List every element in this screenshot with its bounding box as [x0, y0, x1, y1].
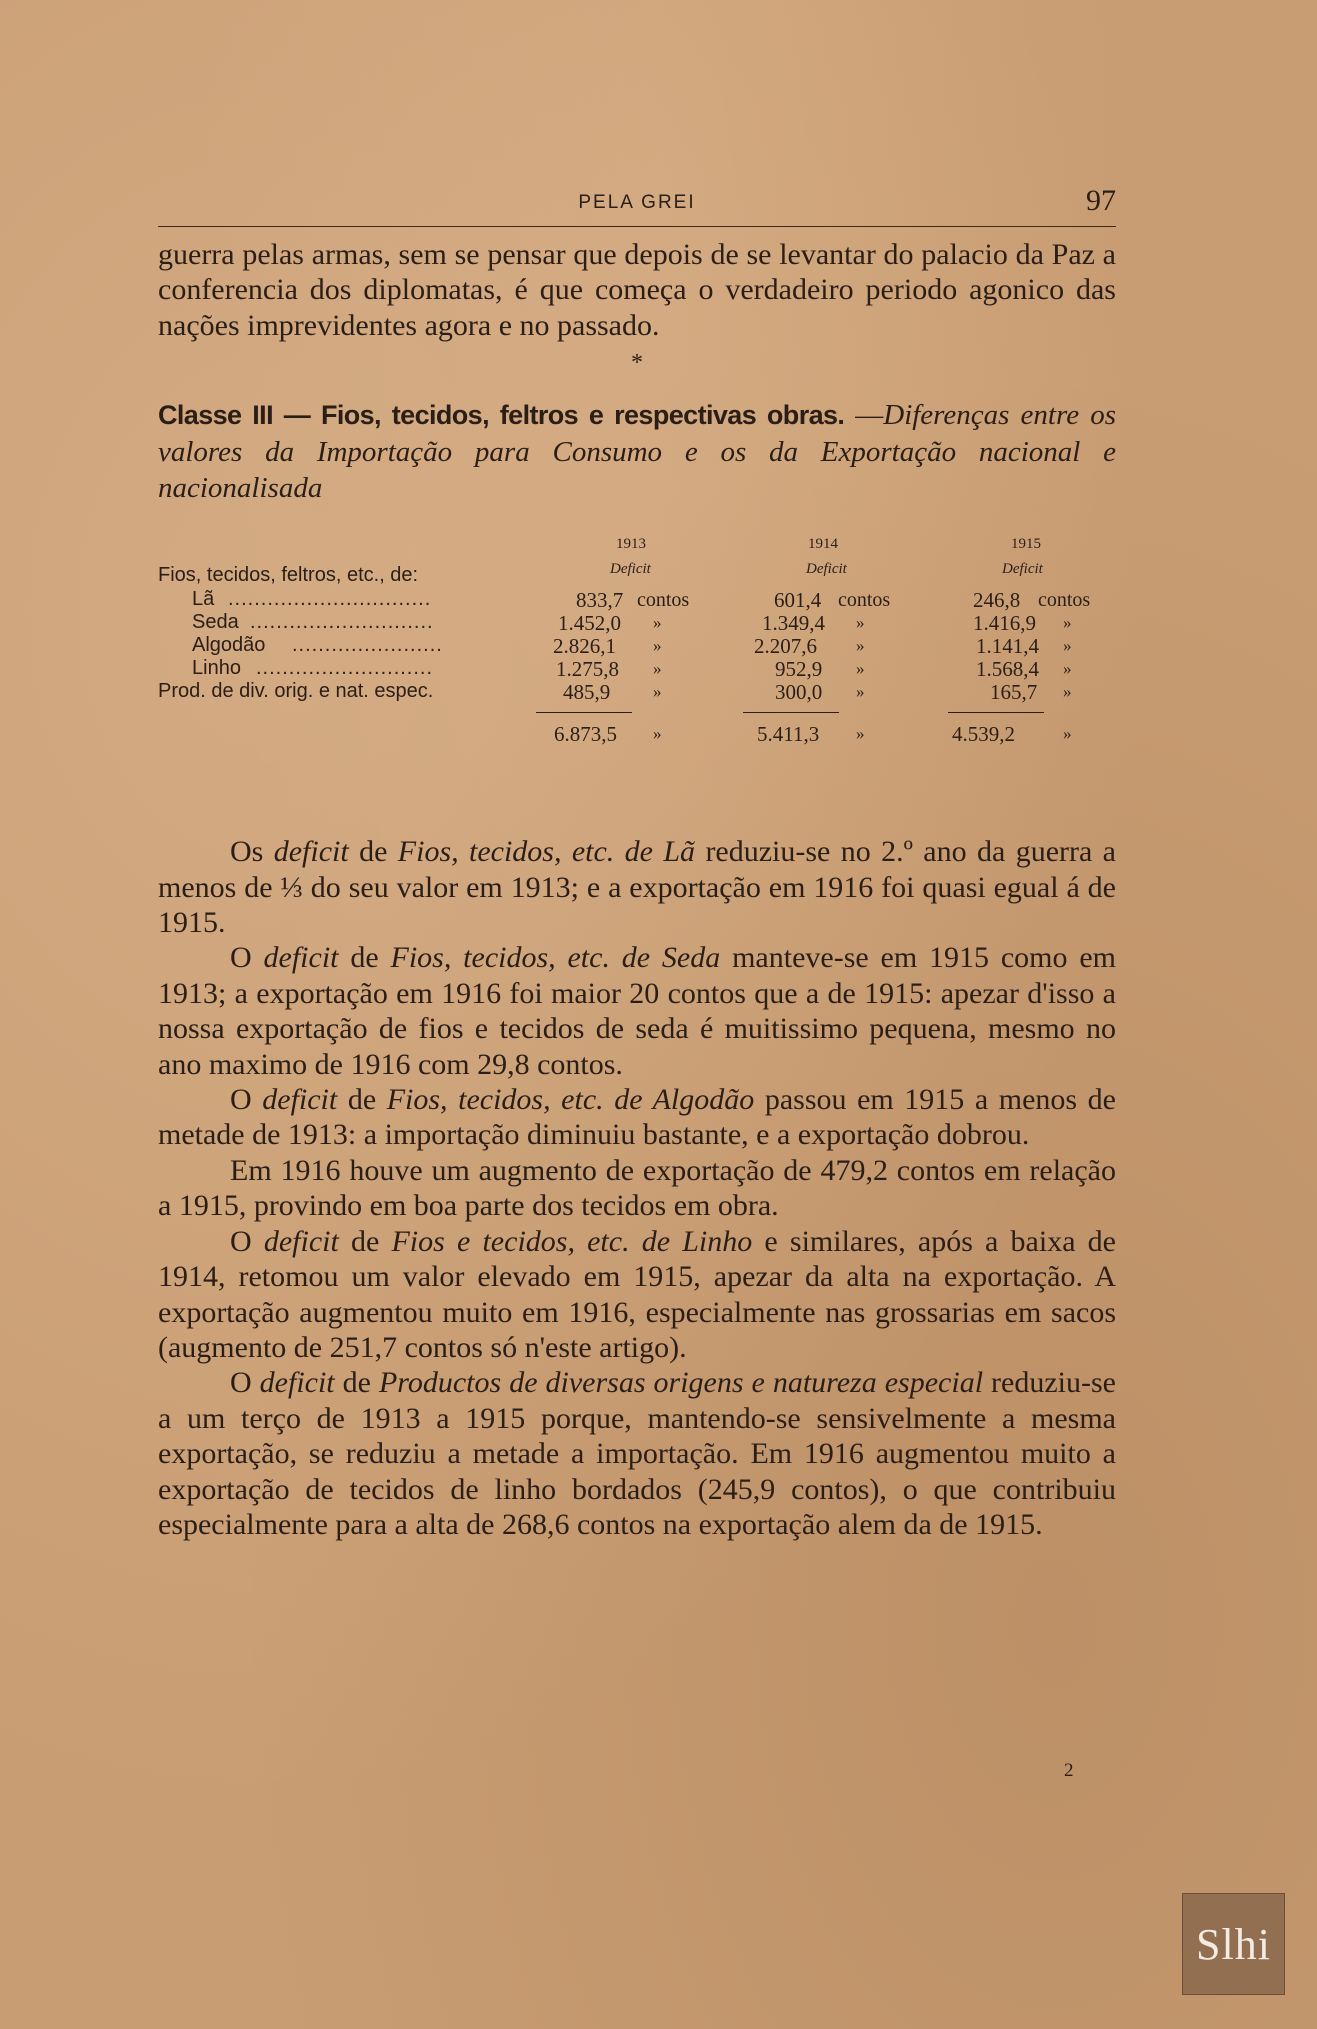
- value-linho-1915: 1.568,4: [976, 657, 1039, 682]
- ditto-prod-1915: »: [1063, 682, 1072, 702]
- text-run: passou em 1915 a menos de metade de 1913: a importação diminuiu bastante, e a exportação dobrou.: [158, 1083, 1116, 1152]
- deficit-table: [158, 536, 1116, 806]
- paragraph-algodao: [158, 1082, 1116, 1153]
- value-la-1915: 246,8: [973, 588, 1021, 613]
- section-asterisk: *: [631, 350, 643, 377]
- section-heading: [158, 397, 1116, 506]
- text-run: de: [337, 1083, 387, 1117]
- year-1914: 1914: [808, 536, 838, 553]
- text-run: de: [338, 941, 391, 975]
- unit-la-1913: contos: [637, 589, 690, 612]
- ditto-prod-1914: »: [856, 682, 865, 702]
- paragraph-productos: [158, 1365, 1116, 1542]
- deficit-heading-1913: Deficit: [610, 561, 651, 578]
- section-title: Classe III — Fios, tecidos, feltros e respectivas obras.: [158, 400, 845, 431]
- text-run-italic: Fios, tecidos, etc. de Lã: [397, 835, 696, 869]
- ditto-prod-1913: »: [653, 682, 662, 702]
- paragraph-la: [158, 834, 1116, 940]
- paragraph-linho: [158, 1224, 1116, 1366]
- year-1913: 1913: [616, 536, 646, 553]
- row-label-la: Lã: [192, 588, 215, 611]
- section-separator: —: [844, 400, 884, 432]
- ditto-total-1914: »: [856, 724, 865, 744]
- text-run-italic: deficit: [273, 835, 349, 869]
- group-label: Fios, tecidos, feltros, etc., de:: [158, 564, 419, 587]
- value-linho-1914: 952,9: [775, 657, 823, 682]
- signature-mark: 2: [1064, 1760, 1074, 1781]
- value-prod-1915: 165,7: [990, 680, 1038, 705]
- value-seda-1913: 1.452,0: [558, 611, 621, 636]
- value-prod-1914: 300,0: [775, 680, 823, 705]
- paragraph-exportacao-1916: [158, 1153, 1116, 1224]
- sum-rule-1915: [948, 712, 1044, 713]
- page: [158, 180, 1116, 1542]
- text-run-italic: Productos de diversas origens e natureza especial: [378, 1366, 984, 1400]
- text-run: de: [348, 835, 398, 869]
- unit-la-1914: contos: [838, 589, 891, 612]
- text-run: O: [230, 1083, 263, 1117]
- running-head: PELA GREI: [578, 192, 696, 213]
- row-dots: ............................: [250, 611, 434, 634]
- text-run-italic: deficit: [259, 1366, 335, 1400]
- ditto-algodao-1914: »: [856, 636, 865, 656]
- page-number: 97: [1086, 184, 1116, 217]
- intro-paragraph: guerra pelas armas, sem se pensar que depois de se levantar do palacio da Paz a conferencia dos diplomatas, é que começa o verdadeiro periodo agonico das nações imprevidentes agora e no passado.: [158, 238, 1116, 342]
- section-subtitle: Diferenças entre os valores da Importação para Consumo e os da Exportação nacional e nacionalisada: [158, 399, 1117, 505]
- library-logo: [1182, 1893, 1285, 1995]
- value-algodao-1915: 1.141,4: [976, 634, 1039, 659]
- ditto-algodao-1915: »: [1063, 636, 1072, 656]
- text-run: Em 1916 houve um augmento de exportação de 479,2 contos em relação a 1915, provindo em boa parte dos tecidos em obra.: [158, 1153, 1116, 1223]
- text-run: de: [334, 1366, 379, 1400]
- ditto-linho-1914: »: [856, 659, 865, 679]
- text-run: reduziu-se a um terço de 1913 a 1915 porque, mantendo-se sensivelmente a mesma exportação, se reduziu a metade a importação. Em 1916 augmentou muito a exportação de tecidos de linho bordados (245,9 contos), o que contribuiu especialmente para a alta de 268,6 contos na exportação alem da de 1915.: [158, 1366, 1116, 1541]
- total-1914: 5.411,3: [757, 722, 820, 747]
- value-la-1914: 601,4: [774, 588, 822, 613]
- ditto-algodao-1913: »: [653, 636, 662, 656]
- text-run-italic: deficit: [263, 941, 339, 975]
- ditto-linho-1913: »: [653, 659, 662, 679]
- ditto-seda-1913: »: [653, 613, 662, 633]
- value-linho-1913: 1.275,8: [556, 657, 619, 682]
- year-1915: 1915: [1011, 536, 1041, 553]
- value-la-1913: 833,7: [576, 588, 624, 613]
- row-label-prod: Prod. de div. orig. e nat. espec.: [158, 680, 434, 703]
- total-1913: 6.873,5: [554, 722, 617, 747]
- page-header: [158, 180, 1116, 227]
- total-1915: 4.539,2: [952, 722, 1015, 747]
- row-dots: ...........................: [256, 657, 434, 680]
- ditto-total-1913: »: [653, 724, 662, 744]
- paragraph-seda: [158, 940, 1116, 1082]
- ditto-seda-1915: »: [1063, 613, 1072, 633]
- value-algodao-1913: 2.826,1: [553, 634, 616, 659]
- text-run-italic: Fios, tecidos, etc. de Seda: [390, 941, 721, 975]
- sum-rule-1913: [536, 712, 632, 713]
- row-label-linho: Linho: [192, 657, 241, 680]
- value-seda-1914: 1.349,4: [762, 611, 825, 636]
- text-run: O: [230, 1224, 264, 1258]
- row-dots: .......................: [292, 634, 443, 657]
- row-dots: ...............................: [228, 588, 432, 611]
- text-run-italic: deficit: [263, 1224, 339, 1258]
- unit-la-1915: contos: [1038, 589, 1091, 612]
- text-run-italic: deficit: [262, 1083, 338, 1117]
- value-algodao-1914: 2.207,6: [754, 634, 817, 659]
- text-run: de: [338, 1224, 392, 1258]
- row-label-algodao: Algodão: [192, 634, 266, 657]
- ditto-seda-1914: »: [856, 613, 865, 633]
- value-seda-1915: 1.416,9: [973, 611, 1036, 636]
- ditto-linho-1915: »: [1063, 659, 1072, 679]
- logo-text: Slhi: [1196, 1919, 1271, 1969]
- sum-rule-1914: [743, 712, 839, 713]
- text-run: e similares, após a baixa de 1914, retomou um valor elevado em 1915, apezar da alta na exportação. A exportação augmentou muito em 1916, especialmente nas grossarias em sacos (augmento de 251,7 contos só n'este artigo).: [158, 1224, 1116, 1364]
- text-run: O: [230, 1366, 260, 1400]
- text-run-italic: Fios, tecidos, etc. de Algodão: [386, 1083, 755, 1117]
- ditto-total-1915: »: [1063, 724, 1072, 744]
- text-run: O: [230, 941, 264, 975]
- text-run: Os: [230, 835, 274, 869]
- deficit-heading-1914: Deficit: [806, 561, 847, 578]
- text-run: manteve-se em 1915 como em 1913; a exportação em 1916 foi maior 20 contos que a de 1915: apezar d'isso a nossa exportação de fios e tecidos de seda é muitissimo pequena, mesmo no ano maximo de 1916 com 29,8 contos.: [158, 941, 1116, 1081]
- value-prod-1913: 485,9: [563, 680, 611, 705]
- text-run-italic: Fios e tecidos, etc. de Linho: [391, 1224, 753, 1258]
- deficit-heading-1915: Deficit: [1002, 561, 1043, 578]
- text-run: reduziu-se no 2.º ano da guerra a menos de ⅓ do seu valor em 1913; e a exportação em 1916 foi quasi egual á de 1915.: [158, 835, 1116, 940]
- row-label-seda: Seda: [192, 611, 239, 634]
